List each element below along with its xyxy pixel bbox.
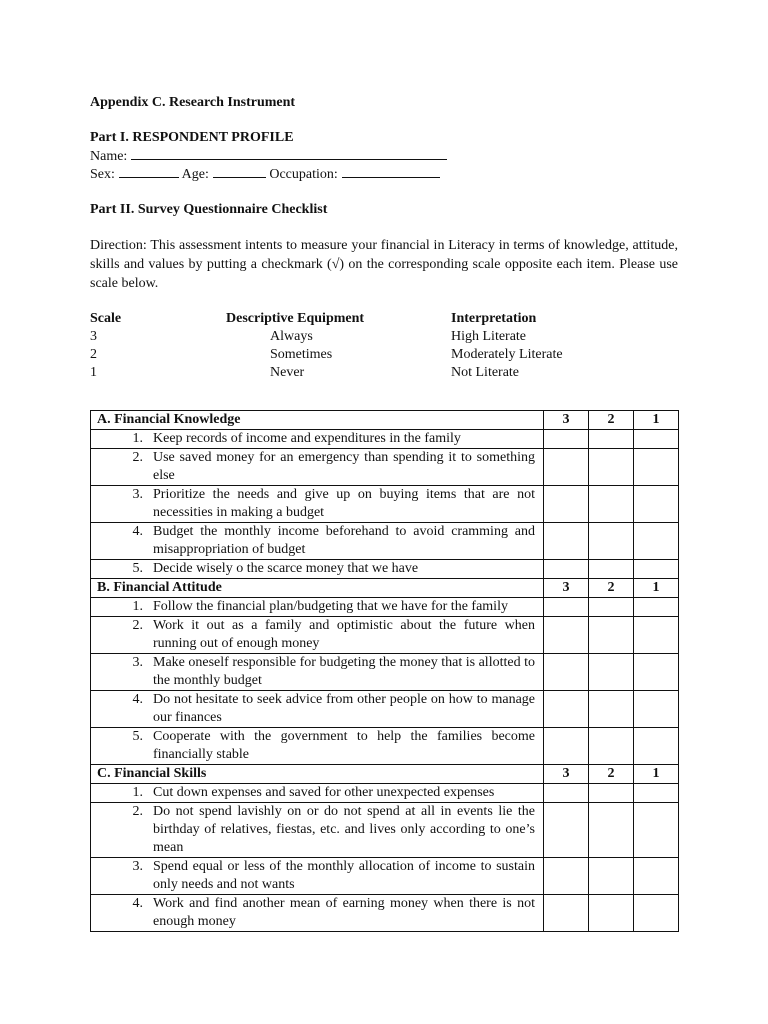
- checkbox-cell-1[interactable]: [634, 523, 679, 560]
- checkbox-cell-3[interactable]: [544, 691, 589, 728]
- section-title: A. Financial Knowledge: [91, 411, 544, 430]
- item-cell: [91, 560, 544, 579]
- checkbox-cell-3[interactable]: [544, 430, 589, 449]
- checkbox-cell-1[interactable]: [634, 691, 679, 728]
- checkbox-cell-3[interactable]: [544, 449, 589, 486]
- item-number: 4.: [132, 896, 143, 911]
- item-number: 2.: [132, 618, 143, 633]
- checkbox-cell-1[interactable]: [634, 784, 679, 803]
- section-title: C. Financial Skills: [91, 765, 544, 784]
- section-header-row: [91, 765, 679, 784]
- item-text: Do not hesitate to seek advice from other people on how to manage our finances: [153, 692, 535, 725]
- item-text: Prioritize the needs and give up on buying items that are not necessities in making a budget: [153, 487, 535, 520]
- table-row: [91, 617, 679, 654]
- item-number: 3.: [132, 487, 143, 502]
- part2-title: Part II. Survey Questionnaire Checklist: [90, 202, 328, 217]
- checkbox-cell-2[interactable]: [589, 784, 634, 803]
- part1-title: Part I. RESPONDENT PROFILE: [90, 130, 294, 145]
- item-cell: [91, 895, 544, 932]
- item-number: 2.: [132, 804, 143, 819]
- item-number: 4.: [132, 692, 143, 707]
- item-cell: [91, 728, 544, 765]
- checkbox-cell-1[interactable]: [634, 486, 679, 523]
- interpretation-header: Interpretation: [451, 311, 537, 326]
- scale-row: 3 Always High Literate: [90, 329, 527, 344]
- item-cell: [91, 430, 544, 449]
- scale-column-header: 3: [544, 765, 589, 784]
- checkbox-cell-1[interactable]: [634, 895, 679, 932]
- item-text: Cooperate with the government to help the families become financially stable: [153, 729, 535, 762]
- table-row: [91, 449, 679, 486]
- section-title: B. Financial Attitude: [91, 579, 544, 598]
- survey-table: [90, 410, 679, 932]
- occupation-label: Occupation:: [269, 167, 338, 182]
- table-row: [91, 691, 679, 728]
- item-text: Work it out as a family and optimistic about the future when running out of enough money: [153, 618, 535, 651]
- checkbox-cell-1[interactable]: [634, 430, 679, 449]
- age-field[interactable]: [213, 165, 266, 178]
- checkbox-cell-2[interactable]: [589, 523, 634, 560]
- sex-label: Sex:: [90, 167, 115, 182]
- table-row: [91, 784, 679, 803]
- item-number: 5.: [132, 729, 143, 744]
- item-cell: [91, 449, 544, 486]
- scale-column-header: 1: [634, 579, 679, 598]
- item-text: Make oneself responsible for budgeting the money that is allotted to the monthly budget: [153, 655, 535, 688]
- item-cell: [91, 691, 544, 728]
- profile-row: [90, 165, 440, 184]
- item-cell: [91, 617, 544, 654]
- checkbox-cell-3[interactable]: [544, 523, 589, 560]
- checkbox-cell-1[interactable]: [634, 560, 679, 579]
- age-label: Age:: [181, 167, 209, 182]
- name-field[interactable]: [131, 147, 447, 160]
- item-text: Budget the monthly income beforehand to avoid cramming and misappropriation of budget: [153, 524, 535, 557]
- scale-column-header: 3: [544, 579, 589, 598]
- item-number: 3.: [132, 859, 143, 874]
- scale-column-header: 3: [544, 411, 589, 430]
- item-text: Do not spend lavishly on or do not spend at all in events lie the birthday of relatives, fiestas, etc. and lives only according to one’s mean: [153, 804, 535, 855]
- item-text: Follow the financial plan/budgeting that we have for the family: [153, 599, 508, 614]
- item-number: 1.: [132, 785, 143, 800]
- checkbox-cell-2[interactable]: [589, 430, 634, 449]
- item-text: Spend equal or less of the monthly allocation of income to sustain only needs and not wants: [153, 859, 535, 892]
- checkbox-cell-2[interactable]: [589, 895, 634, 932]
- checkbox-cell-3[interactable]: [544, 560, 589, 579]
- table-row: [91, 803, 679, 858]
- section-header-row: [91, 579, 679, 598]
- checkbox-cell-2[interactable]: [589, 803, 634, 858]
- table-row: [91, 560, 679, 579]
- item-text: Decide wisely o the scarce money that we have: [153, 561, 419, 576]
- checkbox-cell-2[interactable]: [589, 617, 634, 654]
- scale-column-header: 2: [589, 579, 634, 598]
- table-row: [91, 598, 679, 617]
- checkbox-cell-3[interactable]: [544, 803, 589, 858]
- item-number: 1.: [132, 431, 143, 446]
- sex-field[interactable]: [119, 165, 179, 178]
- checkbox-cell-3[interactable]: [544, 858, 589, 895]
- item-number: 2.: [132, 450, 143, 465]
- item-number: 4.: [132, 524, 143, 539]
- table-row: [91, 486, 679, 523]
- table-row: [91, 858, 679, 895]
- item-number: 5.: [132, 561, 143, 576]
- name-row: [90, 147, 447, 166]
- checkbox-cell-2[interactable]: [589, 858, 634, 895]
- table-row: [91, 895, 679, 932]
- scale-legend: [90, 310, 678, 382]
- item-text: Cut down expenses and saved for other unexpected expenses: [153, 785, 495, 800]
- item-cell: [91, 523, 544, 560]
- checkbox-cell-1[interactable]: [634, 617, 679, 654]
- item-number: 1.: [132, 599, 143, 614]
- checkbox-cell-3[interactable]: [544, 486, 589, 523]
- scale-column-header: 2: [589, 411, 634, 430]
- name-label: Name:: [90, 149, 128, 164]
- scale-interpretation: Moderately Literate: [451, 347, 563, 362]
- item-cell: [91, 858, 544, 895]
- table-row: [91, 523, 679, 560]
- scale-column-header: 1: [634, 411, 679, 430]
- checkbox-cell-1[interactable]: [634, 728, 679, 765]
- checkbox-cell-3[interactable]: [544, 728, 589, 765]
- checkbox-cell-1[interactable]: [634, 858, 679, 895]
- checkbox-cell-3[interactable]: [544, 617, 589, 654]
- checkbox-cell-1[interactable]: [634, 654, 679, 691]
- item-cell: [91, 654, 544, 691]
- scale-value: 3: [90, 329, 97, 344]
- checkbox-cell-3[interactable]: [544, 895, 589, 932]
- occupation-field[interactable]: [342, 165, 440, 178]
- item-text: Work and find another mean of earning money when there is not enough money: [153, 896, 535, 929]
- checkbox-cell-2[interactable]: [589, 560, 634, 579]
- scale-interpretation: High Literate: [451, 329, 527, 344]
- checkbox-cell-2[interactable]: [589, 486, 634, 523]
- checkbox-cell-2[interactable]: [589, 654, 634, 691]
- item-cell: [91, 598, 544, 617]
- checkbox-cell-3[interactable]: [544, 784, 589, 803]
- checkbox-cell-3[interactable]: [544, 654, 589, 691]
- table-row: [91, 430, 679, 449]
- item-text: Keep records of income and expenditures in the family: [153, 431, 461, 446]
- checkbox-cell-1[interactable]: [634, 803, 679, 858]
- checkbox-cell-2[interactable]: [589, 691, 634, 728]
- checkbox-cell-2[interactable]: [589, 449, 634, 486]
- appendix-title: Appendix C. Research Instrument: [90, 95, 296, 110]
- scale-column-header: 1: [634, 765, 679, 784]
- scale-value: 2: [90, 347, 97, 362]
- checkbox-cell-3[interactable]: [544, 598, 589, 617]
- item-text: Use saved money for an emergency than spending it to something else: [153, 450, 535, 483]
- item-cell: [91, 803, 544, 858]
- item-cell: [91, 486, 544, 523]
- scale-header-row: [90, 310, 678, 328]
- checkbox-cell-1[interactable]: [634, 598, 679, 617]
- scale-interpretation: Not Literate: [451, 365, 520, 380]
- item-cell: [91, 784, 544, 803]
- scale-value: 1: [90, 365, 97, 380]
- item-number: 3.: [132, 655, 143, 670]
- checkbox-cell-1[interactable]: [634, 449, 679, 486]
- checkbox-cell-2[interactable]: [589, 728, 634, 765]
- scale-header: Scale: [90, 311, 122, 326]
- checkbox-cell-2[interactable]: [589, 598, 634, 617]
- direction-text: Direction: This assessment intents to measure your financial in Literacy in terms of knowledge, attitude, skills and values by putting a checkmark (√) on the corresponding scale opposite each item. Please use scale below.: [90, 238, 678, 291]
- table-row: [91, 654, 679, 691]
- section-header-row: [91, 411, 679, 430]
- descriptive-header: Descriptive Equipment: [226, 311, 365, 326]
- table-row: [91, 728, 679, 765]
- scale-column-header: 2: [589, 765, 634, 784]
- scale-row: 1 Never Not Literate: [90, 365, 520, 380]
- scale-row: 2 Sometimes Moderately Literate: [90, 347, 563, 362]
